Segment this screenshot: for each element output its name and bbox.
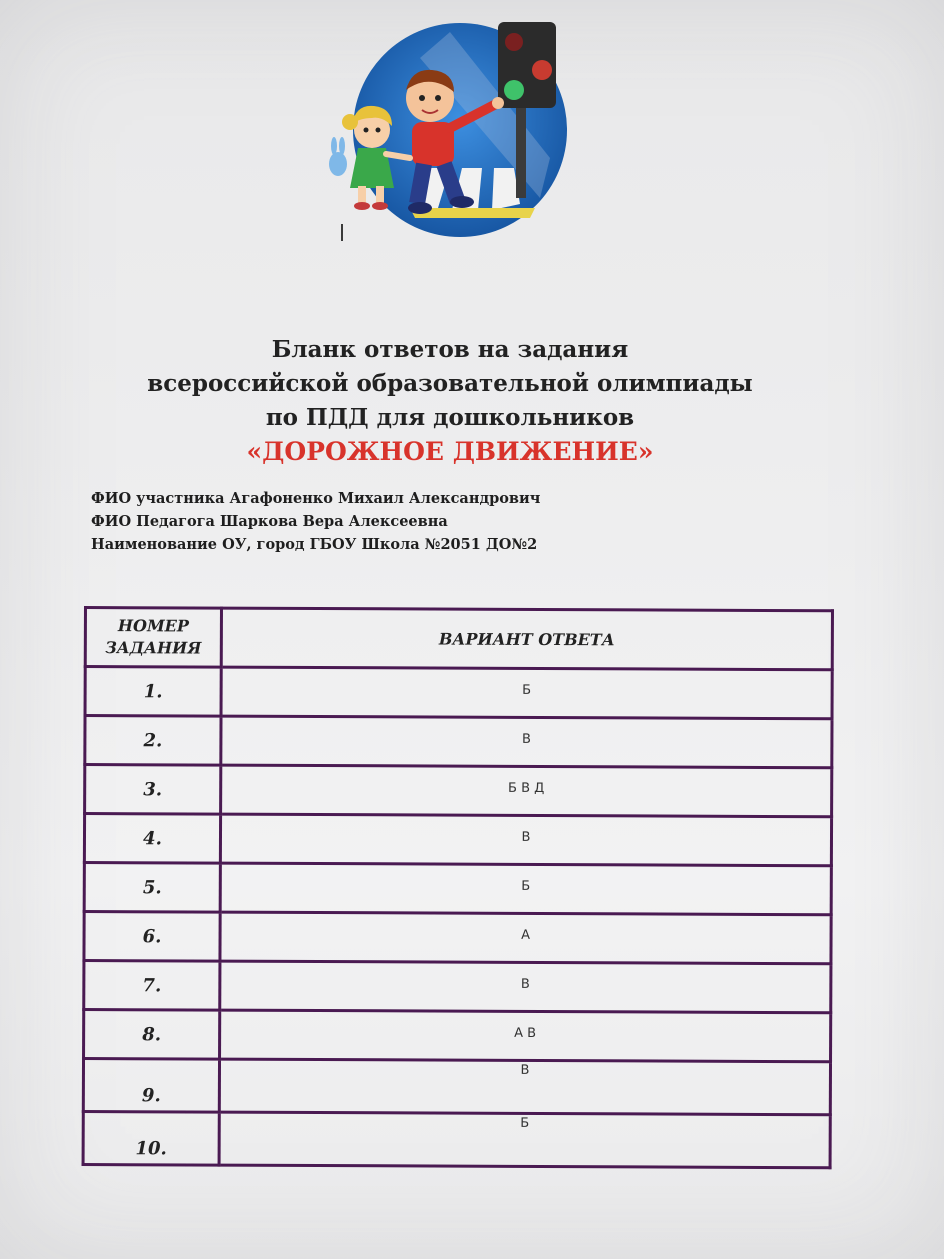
participant-name: ФИО участника Агафоненко Михаил Александрович (91, 490, 541, 507)
answer-value: Б В Д (508, 780, 545, 796)
answer-value: А (521, 927, 531, 943)
answer-value: А В (514, 1025, 537, 1041)
answer-cell (220, 961, 831, 1013)
header-num-line-1: НОМЕР (117, 616, 189, 636)
table-row (83, 1059, 830, 1115)
answer-value: В (520, 976, 530, 992)
answer-cell (221, 667, 832, 719)
table-row (84, 912, 831, 964)
teacher-name: ФИО Педагога Шаркова Вера Алексеевна (91, 513, 448, 530)
task-number: 5. (84, 863, 220, 913)
answer-cell (220, 912, 831, 964)
answer-cell (221, 716, 832, 768)
answer-value: В (521, 731, 531, 747)
task-number: 6. (84, 912, 220, 962)
table-row (85, 667, 832, 719)
answers-table (82, 606, 834, 1169)
answer-value: Б (521, 878, 531, 894)
answer-cell (219, 1112, 830, 1168)
task-number: 1. (85, 667, 221, 717)
answer-cell (219, 1059, 830, 1115)
answer-value: В (520, 1062, 530, 1078)
answer-cell (220, 1010, 831, 1062)
task-number: 10. (83, 1112, 219, 1166)
olympiad-name: «ДОРОЖНОЕ ДВИЖЕНИЕ» (246, 437, 654, 466)
table-row (85, 716, 832, 768)
table-row (84, 1010, 831, 1062)
answer-cell (221, 765, 832, 817)
table-header-row (85, 608, 832, 670)
task-number: 3. (85, 765, 221, 815)
task-number: 4. (84, 814, 220, 864)
header-answer-option: ВАРИАНТ ОТВЕТА (221, 608, 832, 670)
answer-cell (220, 863, 831, 915)
table-row (85, 765, 832, 817)
institution-name: Наименование ОУ, город ГБОУ Школа №2051 ДО№2 (91, 536, 538, 553)
task-number: 9. (83, 1059, 219, 1113)
task-number: 7. (84, 961, 220, 1011)
task-number: 8. (84, 1010, 220, 1060)
header-task-number (85, 608, 221, 668)
text-cursor (341, 224, 343, 241)
header-num-line-2: ЗАДАНИЯ (105, 638, 202, 658)
table-row (84, 814, 831, 866)
title-line-3: по ПДД для дошкольников (265, 404, 635, 431)
answer-value: Б (520, 1115, 530, 1131)
answer-value: В (521, 829, 531, 845)
table-row (84, 863, 831, 915)
answer-value: Б (522, 682, 532, 698)
table-row (84, 961, 831, 1013)
traffic-safety-logo (320, 18, 570, 238)
task-number: 2. (85, 716, 221, 766)
participant-info (91, 487, 540, 556)
title-line-2: всероссийской образовательной олимпиады (147, 370, 753, 397)
form-title (0, 333, 900, 469)
answer-cell (220, 814, 831, 866)
table-row (83, 1112, 830, 1168)
title-line-1: Бланк ответов на задания (271, 336, 629, 363)
